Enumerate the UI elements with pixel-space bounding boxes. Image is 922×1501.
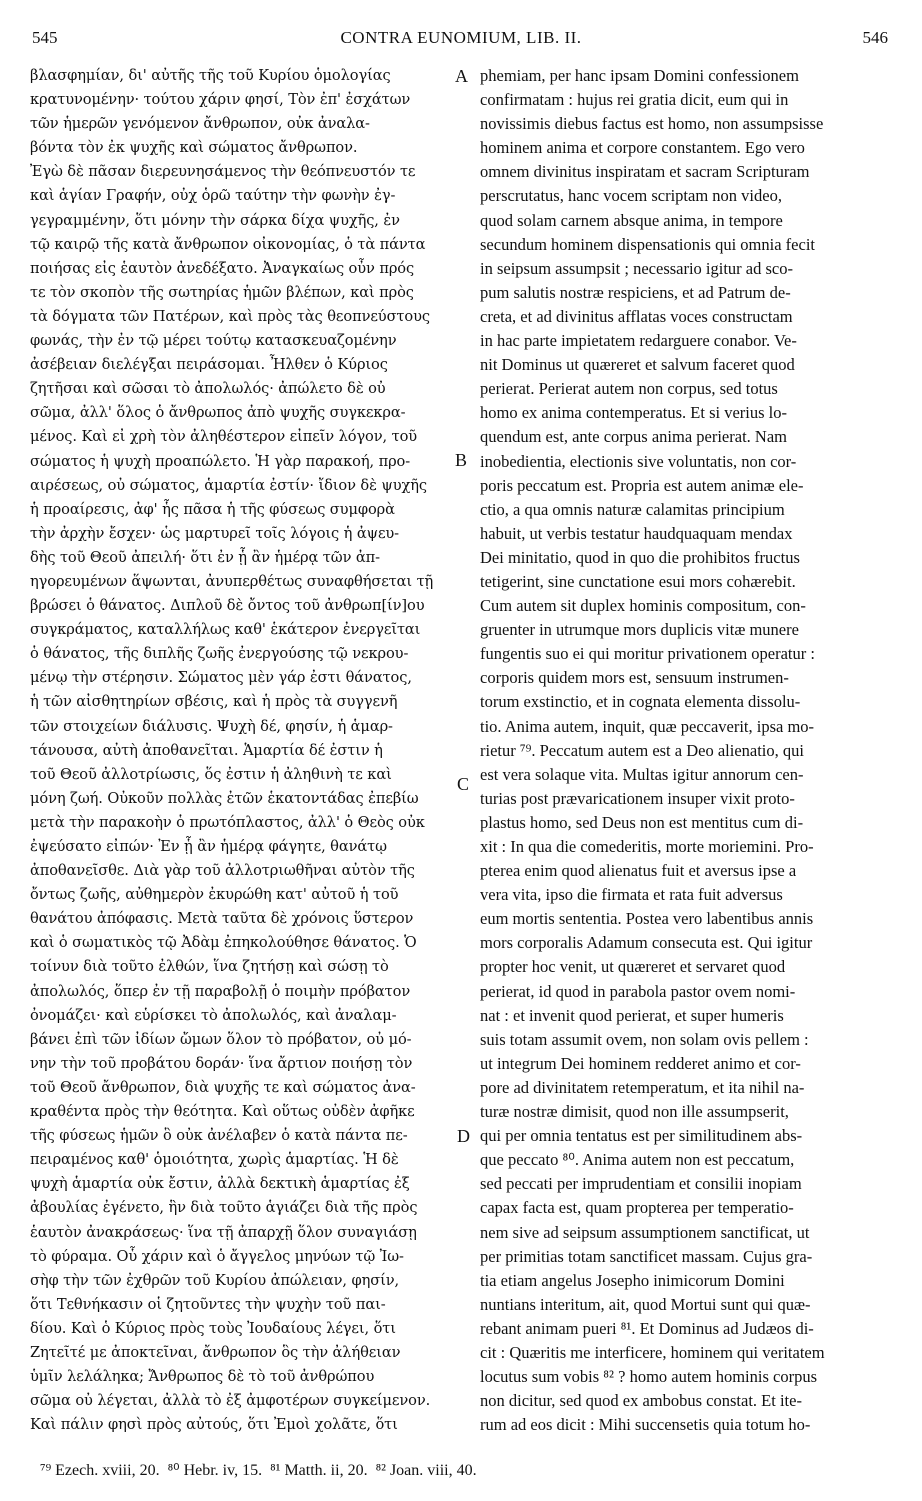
margin-letter-d: D: [457, 1126, 470, 1146]
running-title: CONTRA EUNOMIUM, LIB. II.: [340, 28, 582, 47]
greek-text-line: τῷ καιρῷ τῆς κατὰ ἄνθρωπον οἰκονομίας, ὁ τὰ πάντα: [30, 235, 426, 253]
latin-text-line: nuntians interitum, ait, quod Mortui sunt qui quæ-: [480, 1294, 811, 1314]
greek-text-line: ἡ τῶν αἰσθητηρίων σβέσις, καὶ ἡ πρὸς τὰ συγγενῆ: [30, 693, 398, 711]
latin-text-line: homo ex anima contemperatus. Et si verius lo-: [480, 403, 788, 423]
greek-text-line: σὴφ τὴν τῶν ἐχθρῶν τοῦ Κυρίου ἀπώλειαν, φησίν,: [30, 1271, 400, 1289]
latin-text-line: nat : et invenit quod perierat, et super humeris: [480, 1005, 784, 1025]
latin-text-line: plastus homo, sed Deus non est mentitus cum di-: [480, 812, 804, 832]
latin-text-line: secundum hominem dispensationis qui omnia fecit: [480, 234, 815, 254]
greek-text-line: σώματος ἡ ψυχὴ προαπώλετο. Ἡ γὰρ παρακοή, προ-: [30, 452, 411, 470]
latin-text-line: novissimis diebus factus est homo, non assumpsisse: [480, 114, 824, 134]
greek-text-line: ψυχὴ ἁμαρτία οὐκ ἔστιν, ἀλλὰ δεκτικὴ ἁμαρτίας ἐξ: [30, 1175, 410, 1193]
latin-text-line: tia etiam angelus Josepho inimicorum Domini: [480, 1270, 785, 1290]
latin-text-line: in hac parte impietatem redarguere conabor. Ve-: [480, 331, 797, 351]
latin-text-line: rebant animam pueri ⁸¹. Et Dominus ad Judæos di-: [480, 1318, 814, 1338]
greek-text-line: ὑμῖν λελάληκα; Ἄνθρωπος δὲ τὸ τοῦ ἀνθρώπου: [30, 1368, 375, 1386]
latin-text-line: sed peccati per imprudentiam et consilii inopiam: [480, 1174, 802, 1194]
latin-text-line: inobedientia, electionis sive voluntatis, non cor-: [480, 451, 797, 471]
latin-text-line: tetigerint, sine cunctatione esui mors cohærebit.: [480, 571, 796, 591]
latin-text-line: ut integrum Dei hominem redderet animo et cor-: [480, 1053, 801, 1073]
greek-text-line: ὄντως ζωῆς, αὐθημερὸν ἐκυρώθη κατ' αὐτοῦ ἡ τοῦ: [30, 886, 399, 904]
latin-text-line: perscrutatus, hanc vocem scriptam non video,: [480, 186, 782, 206]
margin-letter-c: C: [457, 774, 470, 794]
latin-text-line: turæ nostræ dimisit, quod non ille assumpserit,: [480, 1102, 789, 1122]
latin-text-line: mors corporalis Adamum consecuta est. Qui igitur: [480, 933, 813, 953]
latin-text-line: Cum autem sit duplex hominis compositum, con-: [480, 596, 806, 616]
latin-text-line: qui per omnia tentatus est per similitudinem abs-: [480, 1126, 803, 1146]
greek-text-line: ὁ θάνατος, τῆς διπλῆς ζωῆς ἐνεργούσης τῷ νεκρου-: [30, 645, 409, 663]
latin-text-line: est vera solaque vita. Multas igitur annorum cen-: [480, 764, 804, 784]
greek-text-line: δὴς τοῦ Θεοῦ ἀπειλή· ὅτι ἐν ᾗ ἂν ἡμέρᾳ τῶν ἀπ-: [30, 548, 380, 566]
latin-text-line: omnem divinitus inspiratam et sacram Scripturam: [480, 162, 810, 182]
latin-text-line: rum ad eos dicit : Mihi succensetis quia totum ho-: [480, 1415, 811, 1435]
greek-text-line: φωνάς, τὴν ἐν τῷ μέρει τούτῳ κατασκευαζομένην: [30, 332, 397, 350]
greek-text-line: αιρέσεως, οὐ σώματος, ἁμαρτία ἐστίν· ἴδιον δὲ ψυχῆς: [30, 476, 427, 494]
greek-text-line: τοῦ Θεοῦ ἀλλοτρίωσις, ὅς ἐστιν ἡ ἀληθινὴ τε καὶ: [30, 765, 392, 783]
greek-text-line: τῶν ἡμερῶν γενόμενον ἄνθρωπον, οὐκ ἀναλα-: [30, 115, 370, 133]
greek-text-line: ποιήσας εἰς ἑαυτὸν ἀνεδέξατο. Ἀναγκαίως οὖν πρός: [30, 259, 415, 277]
latin-text-line: nem sive ad seipsum assumptionem sanctificat, ut: [480, 1222, 810, 1242]
greek-text-line: συγκράματος, καταλλήλως καθ' ἑκάτερον ἐνεργεῖται: [30, 621, 421, 639]
greek-text-line: τε τὸν σκοπὸν τῆς σωτηρίας ἡμῶν βλέπων, καὶ πρὸς: [30, 283, 414, 301]
latin-text-line: capax facta est, quam propterea per temperatio-: [480, 1198, 794, 1218]
greek-text-line: βλασφημίαν, δι' αὐτῆς τῆς τοῦ Κυρίου ὁμολογίας: [30, 67, 391, 84]
greek-text-line: Καὶ πάλιν φησὶ πρὸς αὐτούς, ὅτι Ἐμοὶ χολᾶτε, ὅτι: [30, 1416, 398, 1434]
latin-text-line: corporis quidem mors est, sensuum instrumen-: [480, 668, 789, 688]
greek-text-line: νην τὴν τοῦ προβάτου δοράν· ἵνα ἄρτιον ποιήσῃ τὸν: [30, 1054, 413, 1072]
latin-text-line: per primitias totam sanctificet massam. Cujus gra-: [480, 1246, 813, 1266]
greek-text-line: καὶ ἁγίαν Γραφήν, οὐχ ὁρῶ ταύτην τὴν φωνὴν ἐγ-: [30, 187, 396, 205]
greek-text-line: θανάτου ἀπόφασις. Μετὰ ταῦτα δὲ χρόνοις ὕστερον: [30, 910, 414, 928]
latin-text-line: turias post prævaricationem insuper vixit proto-: [480, 788, 795, 808]
latin-text-line: perierat. Perierat autem non corpus, sed totus: [480, 379, 778, 399]
latin-text-column: [480, 64, 895, 1437]
greek-text-line: καὶ ὁ σωματικὸς τῷ Ἀδὰμ ἐπηκολούθησε θάνατος. Ὁ: [30, 934, 417, 952]
greek-text-line: ἑαυτὸν ἀνακράσεως· ἵνα τῇ ἀπαρχῇ ὅλον συναγιάσῃ: [30, 1223, 417, 1241]
latin-text-line: confirmatam : hujus rei gratia dicit, eum qui in: [480, 90, 789, 110]
greek-text-line: πειραμένος καθ' ὁμοιότητα, χωρὶς ἁμαρτίας. Ἡ δὲ: [30, 1151, 399, 1169]
latin-text-line: poris peccatum est. Propria est autem animæ ele-: [480, 475, 804, 495]
right-page-number: 546: [862, 28, 888, 47]
greek-text-line: ὅτι Τεθνήκασιν οἱ ζητοῦντες τὴν ψυχὴν τοῦ παι-: [30, 1295, 386, 1313]
latin-text-line: tio. Anima autem, inquit, quæ peccaverit, ipsa mo-: [480, 716, 815, 736]
greek-text-line: τοῦ Θεοῦ ἄνθρωπον, διὰ ψυχῆς τε καὶ σώματος ἀνα-: [30, 1078, 416, 1096]
latin-text-line: locutus sum vobis ⁸² ? homo autem hominis corpus: [480, 1367, 818, 1387]
greek-text-line: τὸ φύραμα. Οὗ χάριν καὶ ὁ ἄγγελος μηνύων τῷ Ἰω-: [30, 1247, 404, 1265]
greek-text-line: δίου. Καὶ ὁ Κύριος πρὸς τοὺς Ἰουδαίους λέγει, ὅτι: [30, 1319, 396, 1337]
latin-text-line: suis totam assumit ovem, non solam ovis pellem :: [480, 1029, 809, 1049]
greek-text-line: τάνουσα, αὐτὴ ἀποθανεῖται. Ἁμαρτία δέ ἐστιν ἡ: [30, 741, 383, 759]
footnotes: [40, 1460, 882, 1488]
running-header: [30, 28, 892, 58]
latin-text-line: ctio, a qua omnis naturæ calamitas principium: [480, 499, 785, 519]
footnote: ⁸² Joan. viii, 40.: [375, 1462, 477, 1479]
greek-text-line: βόντα τὸν ἐκ ψυχῆς καὶ σώματος ἄνθρωπον.: [30, 139, 358, 157]
latin-text-line: que peccato ⁸⁰. Anima autem non est peccatum,: [480, 1150, 795, 1170]
latin-text-line: pterea enim quod alienatus fuit et aversus ipse a: [480, 861, 797, 881]
footnote: ⁸⁰ Hebr. iv, 15.: [167, 1462, 263, 1479]
greek-text-line: τοίνυν διὰ τοῦτο ἐλθών, ἵνα ζητήσῃ καὶ σώσῃ τὸ: [30, 958, 389, 976]
latin-text-line: fungentis suo ei qui moritur privationem operatur :: [480, 644, 815, 664]
greek-text-line: τὰ δόγματα τῶν Πατέρων, καὶ πρὸς τὰς θεοπνεύστους: [30, 307, 430, 325]
greek-text-line: τῶν στοιχείων διάλυσις. Ψυχὴ δέ, φησίν, ἡ ἁμαρ-: [30, 717, 393, 735]
footnote: ⁷⁹ Ezech. xviii, 20.: [40, 1462, 160, 1479]
greek-text-line: μένος. Καὶ εἰ χρὴ τὸν ἀληθέστερον εἰπεῖν λόγον, τοῦ: [30, 428, 418, 446]
greek-text-line: ὀνομάζει· καὶ εὑρίσκει τὸ ἀπολωλός, καὶ ἀναλαμ-: [30, 1006, 397, 1024]
greek-text-line: σῶμα, ἀλλ' ὅλος ὁ ἄνθρωπος ἀπὸ ψυχῆς συγκεκρα-: [30, 404, 406, 422]
latin-text-line: quod solam carnem absque anima, in tempore: [480, 210, 783, 230]
latin-text-line: creta, et ad divinitus afflatas voces constructam: [480, 306, 793, 326]
greek-text-line: βρώσει ὁ θάνατος. Διπλοῦ δὲ ὄντος τοῦ ἀνθρωπ[ίν]ου: [30, 597, 425, 615]
latin-text-line: xit : In qua die comederitis, morte moriemini. Pro-: [480, 837, 814, 856]
greek-text-line: γεγραμμένην, ὅτι μόνην τὴν σάρκα δίχα ψυχῆς, ἐν: [30, 211, 400, 229]
latin-text-line: perierat, id quod in parabola pastor ovem nomi-: [480, 981, 796, 1001]
greek-text-line: ἀβουλίας ἐγένετο, ἣν διὰ τοῦτο ἁγιάζει διὰ τῆς πρὸς: [30, 1199, 418, 1217]
margin-letter-b: B: [455, 450, 468, 470]
latin-text-line: propter hoc venit, ut quæreret et servaret quod: [480, 957, 786, 977]
greek-text-line: κραθέντα πρὸς τὴν θεότητα. Καὶ οὕτως οὐδὲν ἀφῆκε: [30, 1103, 415, 1121]
latin-text-line: pum salutis nostræ respiciens, et ad Patrum de-: [480, 282, 791, 302]
left-page-number: 545: [32, 28, 58, 47]
latin-text-line: phemiam, per hanc ipsam Domini confessionem: [480, 66, 799, 85]
latin-text-line: habuit, ut verbis testatur haudquaquam mendax: [480, 523, 793, 543]
greek-text-line: Ζητεῖτέ με ἀποκτεῖναι, ἄνθρωπον ὃς τὴν ἀλήθειαν: [30, 1343, 401, 1361]
greek-text-line: βάνει ἐπὶ τῶν ἰδίων ὤμων ὅλον τὸ πρόβατον, οὐ μό-: [30, 1030, 412, 1048]
greek-text-line: τὴν ἀρχὴν ἔσχεν· ὡς μαρτυρεῖ τοῖς λόγοις ἡ ἀψευ-: [30, 524, 400, 542]
latin-text-line: nit Dominus ut quæreret et salvum faceret quod: [480, 355, 795, 375]
greek-text-column: [30, 64, 466, 1437]
greek-text-line: ζητῆσαι καὶ σῶσαι τὸ ἀπολωλός· ἀπώλετο δὲ οὐ: [30, 380, 386, 398]
greek-text-line: τῆς φύσεως ἡμῶν ὃ οὐκ ἀνέλαβεν ὁ κατὰ πάντα πε-: [30, 1127, 408, 1145]
greek-text-line: ἡ προαίρεσις, ἀφ' ἧς πᾶσα ἡ τῆς φύσεως συμφορὰ: [30, 500, 395, 518]
latin-text-line: vera vita, ipso die firmata et rata fuit adversus: [480, 885, 783, 905]
greek-text-line: ἀσέβειαν διελέγξαι πειράσομαι. Ἦλθεν ὁ Κύριος: [30, 356, 388, 374]
greek-text-line: Ἐγὼ δὲ πᾶσαν διερευνησάμενος τὴν θεόπνευστόν τε: [30, 163, 416, 181]
latin-text-line: cit : Quæritis me interficere, hominem qui veritatem: [480, 1342, 825, 1362]
latin-text-line: rietur ⁷⁹. Peccatum autem est a Deo alienatio, qui: [480, 740, 804, 760]
latin-text-line: non dicitur, sed quod ex ambobus constat. Et ite-: [480, 1391, 802, 1411]
latin-text-line: hominem anima et corpore constantem. Ego vero: [480, 138, 805, 158]
latin-text-line: eum mortis sententia. Postea vero labentibus annis: [480, 909, 814, 929]
greek-text-line: ἀπολωλός, ὅπερ ἐν τῇ παραβολῇ ὁ ποιμὴν πρόβατον: [30, 982, 411, 1000]
margin-letter-a: A: [455, 66, 468, 86]
greek-text-line: ἀποθανεῖσθε. Διὰ γὰρ τοῦ ἀλλοτριωθῆναι αὐτὸν τῆς: [30, 862, 415, 880]
greek-text-line: ηγορευμένων ἅψωνται, ἀνυπερθέτως συναφθήσεται τῇ: [30, 572, 434, 590]
greek-text-line: μόνη ζωή. Οὐκοῦν πολλὰς ἐτῶν ἑκατοντάδας ἐπεβίω: [30, 789, 419, 807]
greek-text-line: ἐψεύσατο εἰπών· Ἐν ᾗ ἂν ἡμέρᾳ φάγητε, θανάτῳ: [30, 838, 387, 855]
latin-text-line: Dei minitatio, quod in quo die prohibitos fructus: [480, 547, 800, 567]
latin-text-line: torum exstinctio, et in cognata elementa dissolu-: [480, 692, 801, 712]
latin-text-line: pore ad divinitatem retemperatum, et ita nihil na-: [480, 1077, 805, 1097]
latin-text-line: quendum est, ante corpus anima perierat. Nam: [480, 427, 787, 447]
latin-text-line: gruenter in utrumque mors duplicis vitæ munere: [480, 620, 799, 640]
greek-text-line: μετὰ τὴν παρακοὴν ὁ πρωτόπλαστος, ἀλλ' ὁ Θεὸς οὐκ: [30, 813, 425, 831]
footnote: ⁸¹ Matth. ii, 20.: [270, 1462, 368, 1479]
greek-text-line: σῶμα οὐ λέγεται, ἀλλὰ τὸ ἐξ ἀμφοτέρων συγκείμενον.: [30, 1392, 431, 1410]
latin-text-line: in seipsum assumpsit ; necessario igitur ad sco-: [480, 258, 793, 278]
greek-text-line: κρατυνομένην· τούτου χάριν φησί, Τὸν ἐπ' ἐσχάτων: [30, 91, 411, 109]
greek-text-line: μένῳ τὴν στέρησιν. Σώματος μὲν γάρ ἐστι θάνατος,: [30, 669, 412, 687]
